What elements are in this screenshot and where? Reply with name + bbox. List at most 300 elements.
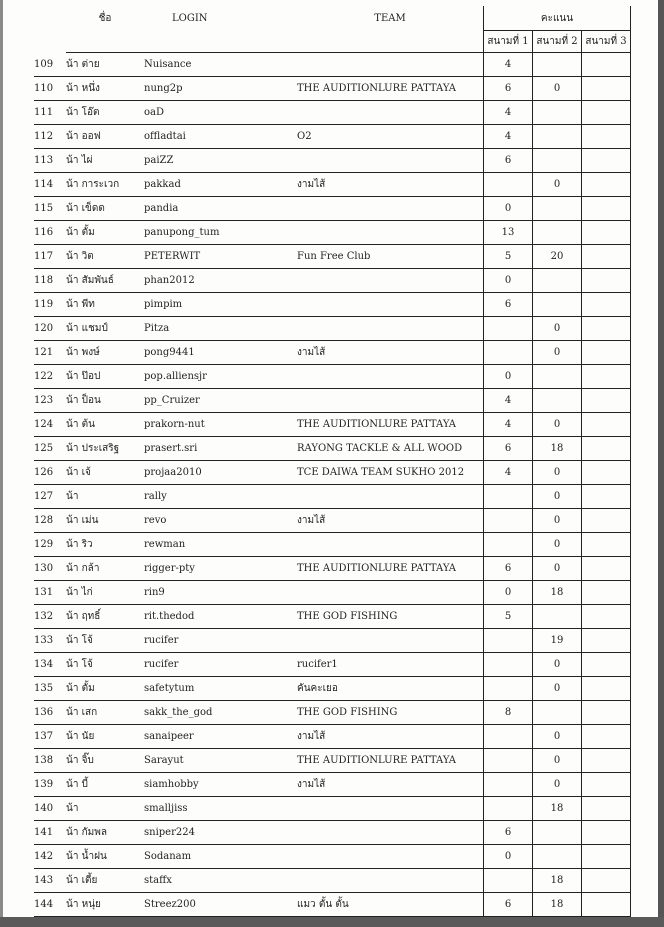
row-score-1 [484, 797, 533, 821]
table-row [34, 773, 631, 797]
row-score-2: 0 [533, 317, 582, 341]
row-team [297, 293, 484, 317]
table-row [34, 77, 631, 101]
row-number: 132 [34, 605, 66, 629]
row-score-2 [533, 269, 582, 293]
row-score-2: 20 [533, 245, 582, 269]
header-row-1 [34, 6, 631, 31]
row-name: น้า เตี้ย [66, 869, 144, 893]
row-number: 140 [34, 797, 66, 821]
table-row [34, 365, 631, 389]
row-number: 130 [34, 557, 66, 581]
row-name: น้า การะเวก [66, 173, 144, 197]
row-login: projaa2010 [144, 461, 297, 485]
row-team: TCE DAIWA TEAM SUKHO 2012 [297, 461, 484, 485]
row-number: 121 [34, 341, 66, 365]
row-score-1: 4 [484, 461, 533, 485]
row-score-2 [533, 149, 582, 173]
row-team [297, 365, 484, 389]
row-team: rucifer1 [297, 653, 484, 677]
row-login: sniper224 [144, 821, 297, 845]
table-row [34, 701, 631, 725]
row-score-1 [484, 485, 533, 509]
row-login: pimpim [144, 293, 297, 317]
row-score-3 [582, 461, 631, 485]
row-name: น้า หนุ่ย [66, 893, 144, 917]
row-score-2: 0 [533, 509, 582, 533]
table-row [34, 509, 631, 533]
row-name: น้า ออฟ [66, 125, 144, 149]
row-login: sanaipeer [144, 725, 297, 749]
row-number: 136 [34, 701, 66, 725]
row-score-3 [582, 125, 631, 149]
table-row [34, 533, 631, 557]
row-team [297, 869, 484, 893]
row-name: น้า วิต [66, 245, 144, 269]
table-row [34, 317, 631, 341]
row-score-2: 18 [533, 581, 582, 605]
row-number: 135 [34, 677, 66, 701]
row-number: 112 [34, 125, 66, 149]
table-row [34, 605, 631, 629]
row-name: น้า น้ำฝน [66, 845, 144, 869]
row-team: แมว ตั้น ตั้น [297, 893, 484, 917]
row-login: Sarayut [144, 749, 297, 773]
table-row [34, 149, 631, 173]
row-login: Nuisance [144, 53, 297, 77]
table-row [34, 221, 631, 245]
row-score-1: 6 [484, 77, 533, 101]
row-number: 126 [34, 461, 66, 485]
row-score-1: 4 [484, 101, 533, 125]
row-team [297, 269, 484, 293]
header-score: คะแนน [484, 6, 631, 31]
row-score-3 [582, 53, 631, 77]
row-score-2: 0 [533, 533, 582, 557]
row-score-1: 6 [484, 293, 533, 317]
table-row [34, 749, 631, 773]
row-login: prakorn-nut [144, 413, 297, 437]
row-team: คันคะเยอ [297, 677, 484, 701]
row-number: 142 [34, 845, 66, 869]
row-score-1: 4 [484, 413, 533, 437]
row-name: น้า ตั้ม [66, 221, 144, 245]
row-score-1 [484, 341, 533, 365]
row-score-1 [484, 773, 533, 797]
row-name: น้า ป๊อป [66, 365, 144, 389]
row-team: THE AUDITIONLURE PATTAYA [297, 77, 484, 101]
table-row [34, 101, 631, 125]
row-name: น้า พีท [66, 293, 144, 317]
row-name: น้า เสก [66, 701, 144, 725]
table-row [34, 893, 631, 917]
row-team [297, 629, 484, 653]
row-score-2: 18 [533, 893, 582, 917]
table-row [34, 53, 631, 77]
row-score-1: 13 [484, 221, 533, 245]
row-team [297, 221, 484, 245]
row-team: งามไส้ [297, 509, 484, 533]
row-score-1: 6 [484, 893, 533, 917]
row-score-2: 0 [533, 677, 582, 701]
row-login: phan2012 [144, 269, 297, 293]
row-login: prasert.sri [144, 437, 297, 461]
row-score-3 [582, 293, 631, 317]
row-score-2 [533, 845, 582, 869]
row-score-1: 0 [484, 365, 533, 389]
row-team: O2 [297, 125, 484, 149]
row-name: น้า เข็ดด [66, 197, 144, 221]
row-name: น้า ต่าย [66, 53, 144, 77]
table-row [34, 173, 631, 197]
row-score-1: 4 [484, 53, 533, 77]
row-name: น้า พงษ์ [66, 341, 144, 365]
row-name: น้า [66, 485, 144, 509]
header-field-1: สนามที่ 1 [484, 31, 533, 53]
row-score-1 [484, 677, 533, 701]
row-score-2: 0 [533, 749, 582, 773]
row-score-2 [533, 365, 582, 389]
row-name: น้า เม่น [66, 509, 144, 533]
table-row [34, 677, 631, 701]
row-number: 139 [34, 773, 66, 797]
row-score-1: 6 [484, 149, 533, 173]
row-score-2: 0 [533, 485, 582, 509]
row-number: 137 [34, 725, 66, 749]
row-login: Streez200 [144, 893, 297, 917]
row-login: smalljiss [144, 797, 297, 821]
row-number: 127 [34, 485, 66, 509]
row-name: น้า ตั้ม [66, 677, 144, 701]
row-team [297, 317, 484, 341]
table-row [34, 629, 631, 653]
row-name: น้า โจ้ [66, 629, 144, 653]
row-name: น้า ป็อน [66, 389, 144, 413]
header-row-2 [34, 31, 631, 53]
row-score-3 [582, 101, 631, 125]
row-score-3 [582, 533, 631, 557]
document-page [3, 0, 659, 917]
row-login: paiZZ [144, 149, 297, 173]
row-team: งามไส้ [297, 725, 484, 749]
row-number: 134 [34, 653, 66, 677]
row-name: น้า ริว [66, 533, 144, 557]
row-name: น้า จิ๊บ [66, 749, 144, 773]
row-name: น้า ฤทธิ์ [66, 605, 144, 629]
row-number: 118 [34, 269, 66, 293]
row-score-3 [582, 893, 631, 917]
row-score-1 [484, 509, 533, 533]
row-score-2 [533, 389, 582, 413]
row-score-3 [582, 221, 631, 245]
table-row [34, 413, 631, 437]
row-name: น้า ไผ่ [66, 149, 144, 173]
row-name: น้า [66, 797, 144, 821]
row-team: Fun Free Club [297, 245, 484, 269]
row-score-3 [582, 725, 631, 749]
header-name: ชื่อ [98, 12, 112, 24]
row-number: 110 [34, 77, 66, 101]
row-name: น้า บี้ [66, 773, 144, 797]
row-name: น้า นัย [66, 725, 144, 749]
row-score-3 [582, 653, 631, 677]
row-score-2 [533, 197, 582, 221]
row-score-3 [582, 845, 631, 869]
row-team [297, 389, 484, 413]
row-login: panupong_tum [144, 221, 297, 245]
row-score-1: 4 [484, 125, 533, 149]
header-field-3: สนามที่ 3 [582, 31, 631, 53]
row-score-1 [484, 533, 533, 557]
row-number: 144 [34, 893, 66, 917]
row-number: 116 [34, 221, 66, 245]
table-row [34, 557, 631, 581]
row-number: 124 [34, 413, 66, 437]
row-score-3 [582, 485, 631, 509]
row-login: offladtai [144, 125, 297, 149]
row-number: 109 [34, 53, 66, 77]
window-edge-bottom [0, 917, 664, 927]
row-name: น้า โอ๊ต [66, 101, 144, 125]
row-score-1 [484, 725, 533, 749]
row-score-3 [582, 245, 631, 269]
row-number: 115 [34, 197, 66, 221]
row-score-3 [582, 77, 631, 101]
row-team [297, 101, 484, 125]
row-number: 123 [34, 389, 66, 413]
row-name: น้า ไก่ [66, 581, 144, 605]
row-login: Pitza [144, 317, 297, 341]
row-team [297, 197, 484, 221]
row-team [297, 821, 484, 845]
table-row [34, 485, 631, 509]
row-team: THE AUDITIONLURE PATTAYA [297, 749, 484, 773]
table-row [34, 461, 631, 485]
row-number: 138 [34, 749, 66, 773]
row-name: น้า กล้า [66, 557, 144, 581]
row-login: PETERWIT [144, 245, 297, 269]
row-login: pop.alliensjr [144, 365, 297, 389]
row-number: 120 [34, 317, 66, 341]
row-team [297, 797, 484, 821]
row-number: 125 [34, 437, 66, 461]
table-row [34, 653, 631, 677]
row-name: น้า ประเสริฐ [66, 437, 144, 461]
row-score-2: 0 [533, 173, 582, 197]
row-team: THE AUDITIONLURE PATTAYA [297, 557, 484, 581]
row-score-2: 0 [533, 461, 582, 485]
row-score-3 [582, 677, 631, 701]
table-row [34, 245, 631, 269]
row-score-2 [533, 701, 582, 725]
row-score-3 [582, 197, 631, 221]
row-score-1: 0 [484, 197, 533, 221]
row-login: rigger-pty [144, 557, 297, 581]
row-login: pandia [144, 197, 297, 221]
table-row [34, 581, 631, 605]
row-score-2 [533, 125, 582, 149]
row-number: 131 [34, 581, 66, 605]
row-score-2: 0 [533, 341, 582, 365]
row-name: น้า กัมพล [66, 821, 144, 845]
row-score-2: 19 [533, 629, 582, 653]
row-score-3 [582, 869, 631, 893]
row-number: 122 [34, 365, 66, 389]
row-score-3 [582, 821, 631, 845]
row-score-1: 5 [484, 245, 533, 269]
row-number: 133 [34, 629, 66, 653]
row-score-1 [484, 317, 533, 341]
row-score-2: 18 [533, 869, 582, 893]
row-login: rally [144, 485, 297, 509]
table-row [34, 821, 631, 845]
row-score-3 [582, 365, 631, 389]
row-number: 117 [34, 245, 66, 269]
row-score-3 [582, 605, 631, 629]
row-name: น้า แชมป์ [66, 317, 144, 341]
row-name: น้า เจ้ [66, 461, 144, 485]
row-score-3 [582, 149, 631, 173]
row-login: safetytum [144, 677, 297, 701]
row-score-2 [533, 221, 582, 245]
row-login: nung2p [144, 77, 297, 101]
row-number: 111 [34, 101, 66, 125]
row-score-2: 0 [533, 773, 582, 797]
row-score-3 [582, 773, 631, 797]
window-edge [658, 0, 664, 927]
row-score-3 [582, 389, 631, 413]
row-score-1 [484, 173, 533, 197]
header-login: LOGIN [172, 12, 208, 24]
table-row [34, 341, 631, 365]
row-name: น้า ต้น [66, 413, 144, 437]
row-login: oaD [144, 101, 297, 125]
row-login: pp_Cruizer [144, 389, 297, 413]
row-number: 128 [34, 509, 66, 533]
row-login: staffx [144, 869, 297, 893]
row-name: น้า สัมพันธ์ [66, 269, 144, 293]
row-login: rucifer [144, 653, 297, 677]
row-team: งามไส้ [297, 341, 484, 365]
row-score-1 [484, 629, 533, 653]
table-row [34, 797, 631, 821]
table-row [34, 845, 631, 869]
row-score-3 [582, 629, 631, 653]
row-team: THE GOD FISHING [297, 701, 484, 725]
row-score-2: 18 [533, 797, 582, 821]
row-team: THE GOD FISHING [297, 605, 484, 629]
row-number: 119 [34, 293, 66, 317]
row-login: pong9441 [144, 341, 297, 365]
row-number: 141 [34, 821, 66, 845]
row-team: RAYONG TACKLE & ALL WOOD [297, 437, 484, 461]
row-team: งามไส้ [297, 773, 484, 797]
row-score-1: 8 [484, 701, 533, 725]
row-score-3 [582, 173, 631, 197]
row-score-3 [582, 509, 631, 533]
row-score-1: 0 [484, 581, 533, 605]
row-score-2: 0 [533, 653, 582, 677]
row-score-1: 5 [484, 605, 533, 629]
header-team: TEAM [374, 12, 406, 24]
row-team [297, 53, 484, 77]
header-field-2: สนามที่ 2 [533, 31, 582, 53]
row-team [297, 581, 484, 605]
table-row [34, 389, 631, 413]
table-row [34, 125, 631, 149]
row-score-3 [582, 317, 631, 341]
row-score-1 [484, 869, 533, 893]
row-score-2: 0 [533, 77, 582, 101]
row-score-1 [484, 653, 533, 677]
row-team: THE AUDITIONLURE PATTAYA [297, 413, 484, 437]
table-row [34, 197, 631, 221]
row-score-1: 6 [484, 437, 533, 461]
row-team: งามไส้ [297, 173, 484, 197]
row-score-2: 18 [533, 437, 582, 461]
row-login: rewman [144, 533, 297, 557]
row-login: rin9 [144, 581, 297, 605]
row-score-2 [533, 53, 582, 77]
row-score-3 [582, 413, 631, 437]
row-number: 114 [34, 173, 66, 197]
row-team [297, 845, 484, 869]
row-login: sakk_the_god [144, 701, 297, 725]
row-score-1: 6 [484, 557, 533, 581]
row-team [297, 149, 484, 173]
table-body [34, 53, 631, 917]
row-login: pakkad [144, 173, 297, 197]
row-number: 129 [34, 533, 66, 557]
row-number: 113 [34, 149, 66, 173]
table-row [34, 725, 631, 749]
row-score-3 [582, 797, 631, 821]
row-login: siamhobby [144, 773, 297, 797]
row-login: Sodanam [144, 845, 297, 869]
row-score-3 [582, 701, 631, 725]
row-score-1 [484, 749, 533, 773]
row-number: 143 [34, 869, 66, 893]
row-score-3 [582, 437, 631, 461]
table-row [34, 269, 631, 293]
row-score-1: 4 [484, 389, 533, 413]
row-score-3 [582, 341, 631, 365]
row-score-2: 0 [533, 413, 582, 437]
row-team [297, 485, 484, 509]
row-login: rucifer [144, 629, 297, 653]
row-name: น้า โจ้ [66, 653, 144, 677]
row-name: น้า หนึ่ง [66, 77, 144, 101]
row-score-3 [582, 749, 631, 773]
row-score-2 [533, 605, 582, 629]
table-row [34, 437, 631, 461]
row-score-2 [533, 821, 582, 845]
row-score-3 [582, 581, 631, 605]
row-score-1: 0 [484, 845, 533, 869]
row-login: rit.thedod [144, 605, 297, 629]
row-login: revo [144, 509, 297, 533]
table-row [34, 869, 631, 893]
row-score-3 [582, 269, 631, 293]
row-team [297, 533, 484, 557]
score-table [34, 6, 631, 917]
row-score-2: 0 [533, 557, 582, 581]
row-score-2 [533, 101, 582, 125]
row-score-1: 6 [484, 821, 533, 845]
row-score-3 [582, 557, 631, 581]
table-row [34, 293, 631, 317]
row-score-2: 0 [533, 725, 582, 749]
